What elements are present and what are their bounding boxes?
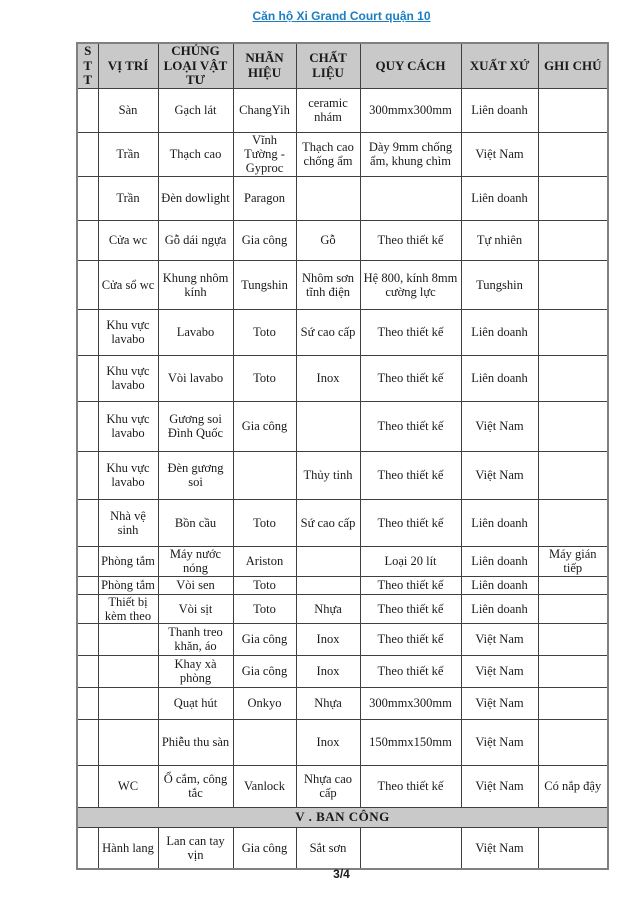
table-row xyxy=(77,132,608,176)
cell xyxy=(98,687,158,719)
column-header-2: VỊ TRÍ xyxy=(98,43,158,88)
table-row xyxy=(77,355,608,401)
cell: Sắt sơn xyxy=(296,827,360,869)
cell: Phòng tắm xyxy=(98,546,158,576)
cell: Tungshin xyxy=(233,260,296,309)
cell: 300mmx300mm xyxy=(360,687,461,719)
cell: Theo thiết kế xyxy=(360,355,461,401)
cell xyxy=(77,546,98,576)
cell: Thanh treo khăn, áo xyxy=(158,623,233,655)
cell: Hành lang xyxy=(98,827,158,869)
table-row xyxy=(77,499,608,546)
cell: Liên doanh xyxy=(461,176,538,220)
cell: Gia công xyxy=(233,220,296,260)
cell: Vanlock xyxy=(233,765,296,807)
cell: Paragon xyxy=(233,176,296,220)
cell xyxy=(538,451,608,499)
cell: Liên doanh xyxy=(461,576,538,594)
cell: Toto xyxy=(233,355,296,401)
cell: Thủy tinh xyxy=(296,451,360,499)
page-number: 3/4 xyxy=(333,867,350,881)
cell: Việt Nam xyxy=(461,451,538,499)
cell xyxy=(77,655,98,687)
cell: Toto xyxy=(233,594,296,623)
cell: Cửa sổ wc xyxy=(98,260,158,309)
cell: Theo thiết kế xyxy=(360,220,461,260)
document-title-link[interactable]: Căn hộ Xi Grand Court quận 10 xyxy=(252,9,431,23)
cell xyxy=(538,719,608,765)
cell xyxy=(77,309,98,355)
cell xyxy=(538,309,608,355)
cell xyxy=(538,220,608,260)
cell: Theo thiết kế xyxy=(360,451,461,499)
cell: Gương soi Đình Quốc xyxy=(158,401,233,451)
cell: Việt Nam xyxy=(461,132,538,176)
table-row xyxy=(77,176,608,220)
column-header-4: NHÃN HIỆU xyxy=(233,43,296,88)
cell xyxy=(98,623,158,655)
cell: Theo thiết kế xyxy=(360,655,461,687)
table-row xyxy=(77,655,608,687)
cell xyxy=(538,687,608,719)
cell xyxy=(77,499,98,546)
cell xyxy=(77,623,98,655)
cell xyxy=(77,220,98,260)
section-row xyxy=(77,807,608,827)
table-row xyxy=(77,451,608,499)
cell: ChangYih xyxy=(233,88,296,132)
cell: Máy gián tiếp xyxy=(538,546,608,576)
cell: Ổ cắm, công tắc xyxy=(158,765,233,807)
cell xyxy=(538,260,608,309)
cell xyxy=(98,719,158,765)
cell: Gia công xyxy=(233,623,296,655)
table-row xyxy=(77,765,608,807)
cell: Việt Nam xyxy=(461,655,538,687)
cell: Liên doanh xyxy=(461,499,538,546)
cell: 150mmx150mm xyxy=(360,719,461,765)
cell: Khung nhôm kính xyxy=(158,260,233,309)
cell: Vĩnh Tường - Gyproc xyxy=(233,132,296,176)
cell: Nhựa cao cấp xyxy=(296,765,360,807)
column-header-7: XUẤT XỨ xyxy=(461,43,538,88)
cell: Việt Nam xyxy=(461,401,538,451)
cell: Quạt hút xyxy=(158,687,233,719)
table-row xyxy=(77,594,608,623)
cell: Thạch cao chống ẩm xyxy=(296,132,360,176)
cell xyxy=(538,576,608,594)
cell: Việt Nam xyxy=(461,623,538,655)
column-header-8: GHI CHÚ xyxy=(538,43,608,88)
cell: Theo thiết kế xyxy=(360,765,461,807)
cell xyxy=(538,594,608,623)
section-header: V . BAN CÔNG xyxy=(77,807,608,827)
cell xyxy=(77,765,98,807)
cell xyxy=(98,655,158,687)
cell: Thạch cao xyxy=(158,132,233,176)
cell xyxy=(360,827,461,869)
cell: Inox xyxy=(296,719,360,765)
cell: Hệ 800, kính 8mm cường lực xyxy=(360,260,461,309)
cell: Toto xyxy=(233,576,296,594)
cell: Có nắp đậy xyxy=(538,765,608,807)
cell: Đèn dowlight xyxy=(158,176,233,220)
cell: ceramic nhám xyxy=(296,88,360,132)
column-header-6: QUY CÁCH xyxy=(360,43,461,88)
cell: Việt Nam xyxy=(461,719,538,765)
cell: Liên doanh xyxy=(461,309,538,355)
document-header xyxy=(76,7,607,25)
cell: Lan can tay vịn xyxy=(158,827,233,869)
cell: Tungshin xyxy=(461,260,538,309)
cell: Theo thiết kế xyxy=(360,623,461,655)
cell xyxy=(77,88,98,132)
cell: Gỗ dái ngựa xyxy=(158,220,233,260)
cell: WC xyxy=(98,765,158,807)
cell xyxy=(538,355,608,401)
cell: Đèn gương soi xyxy=(158,451,233,499)
table-row xyxy=(77,401,608,451)
cell: Inox xyxy=(296,623,360,655)
cell: Inox xyxy=(296,655,360,687)
cell: Inox xyxy=(296,355,360,401)
cell xyxy=(77,355,98,401)
cell xyxy=(77,132,98,176)
table-row xyxy=(77,88,608,132)
cell xyxy=(538,827,608,869)
cell xyxy=(538,176,608,220)
cell xyxy=(77,451,98,499)
cell xyxy=(538,88,608,132)
cell: Máy nước nóng xyxy=(158,546,233,576)
cell xyxy=(538,132,608,176)
cell xyxy=(77,719,98,765)
cell xyxy=(77,594,98,623)
cell: Việt Nam xyxy=(461,827,538,869)
header-row xyxy=(77,43,608,88)
cell: 300mmx300mm xyxy=(360,88,461,132)
table-row xyxy=(77,546,608,576)
cell: Vòi sịt xyxy=(158,594,233,623)
cell: Nhựa xyxy=(296,687,360,719)
cell: Theo thiết kế xyxy=(360,499,461,546)
table-row xyxy=(77,220,608,260)
table-row xyxy=(77,309,608,355)
cell: Theo thiết kế xyxy=(360,594,461,623)
cell: Liên doanh xyxy=(461,594,538,623)
cell: Vòi sen xyxy=(158,576,233,594)
cell xyxy=(296,176,360,220)
cell: Việt Nam xyxy=(461,687,538,719)
cell: Theo thiết kế xyxy=(360,576,461,594)
cell xyxy=(296,401,360,451)
cell: Gia công xyxy=(233,401,296,451)
cell: Việt Nam xyxy=(461,765,538,807)
table-row xyxy=(77,576,608,594)
cell xyxy=(77,176,98,220)
cell: Vòi lavabo xyxy=(158,355,233,401)
cell: Gia công xyxy=(233,655,296,687)
cell: Ariston xyxy=(233,546,296,576)
cell xyxy=(77,576,98,594)
cell: Gia công xyxy=(233,827,296,869)
cell xyxy=(233,451,296,499)
cell xyxy=(77,687,98,719)
cell xyxy=(360,176,461,220)
materials-spec-table xyxy=(76,42,609,870)
cell: Cửa wc xyxy=(98,220,158,260)
cell xyxy=(77,260,98,309)
cell: Onkyo xyxy=(233,687,296,719)
cell: Lavabo xyxy=(158,309,233,355)
table-row xyxy=(77,260,608,309)
cell xyxy=(296,546,360,576)
table-row xyxy=(77,827,608,869)
cell: Khay xà phòng xyxy=(158,655,233,687)
cell xyxy=(538,655,608,687)
cell: Gạch lát xyxy=(158,88,233,132)
cell: Theo thiết kế xyxy=(360,309,461,355)
column-header-1: STT xyxy=(77,43,98,88)
cell xyxy=(77,827,98,869)
cell: Thiết bị kèm theo xyxy=(98,594,158,623)
cell: Theo thiết kế xyxy=(360,401,461,451)
cell: Liên doanh xyxy=(461,355,538,401)
cell: Gỗ xyxy=(296,220,360,260)
cell: Liên doanh xyxy=(461,88,538,132)
cell: Nhà vệ sinh xyxy=(98,499,158,546)
cell: Khu vực lavabo xyxy=(98,451,158,499)
cell xyxy=(538,401,608,451)
cell: Tự nhiên xyxy=(461,220,538,260)
cell: Bồn cầu xyxy=(158,499,233,546)
cell: Khu vực lavabo xyxy=(98,401,158,451)
cell: Nhựa xyxy=(296,594,360,623)
cell: Nhôm sơn tĩnh điện xyxy=(296,260,360,309)
column-header-5: CHẤT LIỆU xyxy=(296,43,360,88)
cell: Trần xyxy=(98,132,158,176)
table-row xyxy=(77,719,608,765)
table-row xyxy=(77,687,608,719)
cell xyxy=(538,499,608,546)
table-row xyxy=(77,623,608,655)
cell: Sứ cao cấp xyxy=(296,309,360,355)
cell xyxy=(233,719,296,765)
cell xyxy=(296,576,360,594)
cell: Khu vực lavabo xyxy=(98,309,158,355)
column-header-3: CHỦNG LOẠI VẬT TƯ xyxy=(158,43,233,88)
cell: Toto xyxy=(233,499,296,546)
cell: Dày 9mm chống ẩm, khung chìm xyxy=(360,132,461,176)
cell: Khu vực lavabo xyxy=(98,355,158,401)
cell: Phiễu thu sàn xyxy=(158,719,233,765)
cell: Sứ cao cấp xyxy=(296,499,360,546)
cell: Phòng tắm xyxy=(98,576,158,594)
cell: Sàn xyxy=(98,88,158,132)
cell xyxy=(538,623,608,655)
cell: Trần xyxy=(98,176,158,220)
cell: Toto xyxy=(233,309,296,355)
cell: Liên doanh xyxy=(461,546,538,576)
cell: Loại 20 lít xyxy=(360,546,461,576)
cell xyxy=(77,401,98,451)
